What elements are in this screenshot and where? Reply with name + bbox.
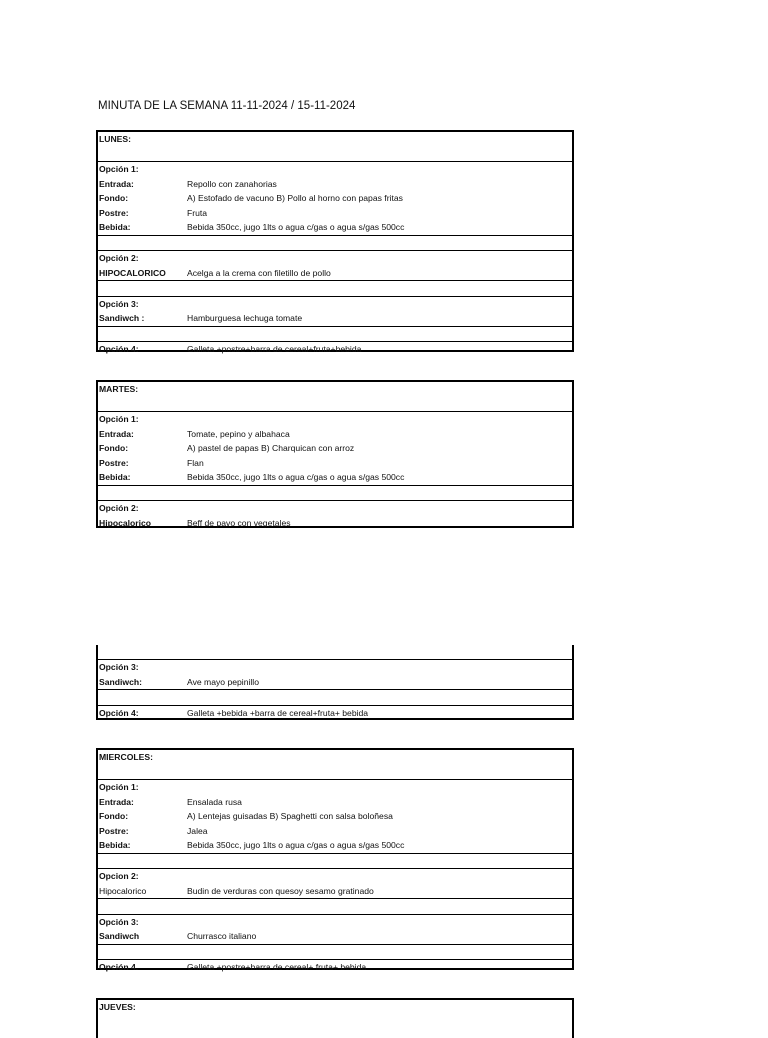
drink-row [98,470,572,485]
menu-title: MINUTA DE LA SEMANA 11-11-2024 / 15-11-2024 [98,100,356,112]
tuesday-block-continued [96,645,574,720]
low-calorie-row [98,516,572,531]
low-calorie-value: Beff de pavo con vegetales [187,517,291,528]
main-row [98,191,572,206]
spacer-row [98,485,572,501]
day-header [98,132,572,161]
sandwich-label: Sandiwch [99,931,140,941]
low-calorie-label: HIPOCALORICO [99,267,166,278]
dessert-label: Postre: [99,207,129,218]
option4-row [98,959,572,975]
spacer-row [98,645,572,659]
dessert-value: Flan [187,457,204,468]
spacer-row [98,944,572,960]
main-value: A) pastel de papas B) Charquican con arroz [187,443,355,453]
starter-value: Repollo con zanahorias [187,178,277,189]
sandwich-value: Ave mayo pepinillo [187,676,259,687]
drink-label: Bebida: [99,840,131,850]
wednesday-block [96,748,574,970]
starter-value: Ensalada rusa [187,796,242,807]
drink-label: Bebida: [99,472,131,482]
option-row [98,868,572,884]
starter-row [98,177,572,192]
day-header [98,750,572,779]
option-label: Opción 2: [99,503,139,513]
option4-value: Galleta +bebida +barra de cereal+fruta+ bebida [187,707,369,718]
thursday-block [96,998,574,1038]
starter-row [98,427,572,442]
day-label: MARTES: [99,384,139,394]
starter-label: Entrada: [99,428,134,439]
option-label: Opción 2: [99,253,139,263]
spacer-row [98,235,572,251]
dessert-label: Postre: [99,825,129,836]
option-row [98,914,572,930]
spacer-row [98,280,572,296]
day-header [98,1000,572,1029]
option-row [98,659,572,675]
drink-row [98,838,572,853]
option-label: Opción 4. [99,962,139,972]
spacer-row [98,898,572,914]
main-value: A) Lentejas guisadas B) Spaghetti con salsa boloñesa [187,811,393,821]
sandwich-label: Sandiwch : [99,313,145,323]
starter-label: Entrada: [99,796,134,807]
option-label: Opción 1: [99,782,139,792]
dessert-row [98,206,572,221]
drink-row [98,220,572,235]
sandwich-row [98,929,572,944]
low-calorie-value: Acelga a la crema con filetillo de pollo [187,267,331,278]
day-header [98,382,572,411]
option-row [98,779,572,795]
low-calorie-label: Hipocalorico [99,885,147,896]
dessert-row [98,456,572,471]
main-row [98,441,572,456]
low-calorie-row [98,884,572,899]
dessert-value: Fruta [187,207,208,218]
sandwich-value: Churrasco italiano [187,931,257,941]
drink-value: Bebida 350cc, jugo 1lts o agua c/gas o agua s/gas 500cc [187,472,405,482]
sandwich-row [98,311,572,326]
low-calorie-row [98,266,572,281]
sandwich-row [98,675,572,690]
monday-block [96,130,574,352]
starter-row [98,795,572,810]
spacer-row [98,326,572,342]
main-value: A) Estofado de vacuno B) Pollo al horno con papas fritas [187,193,403,203]
option4-value: Galleta +postre+barra de cereal+fruta+bebida [187,344,362,354]
option4-value: Galleta +postre+barra de cereal+ fruta+ bebida [187,962,367,972]
day-label: MIERCOLES: [99,752,153,762]
dessert-label: Postre: [99,457,129,468]
option4-row [98,705,572,721]
option4-row [98,341,572,357]
sandwich-label: Sandiwch: [99,676,142,687]
spacer-row [98,689,572,705]
main-label: Fondo: [99,193,129,203]
starter-value: Tomate, pepino y albahaca [187,428,290,439]
dessert-value: Jalea [187,825,208,836]
main-row [98,809,572,824]
option-row [98,411,572,427]
option-label: Opción 3: [99,298,139,309]
option-label: Opción 4: [99,344,139,354]
option-label: Opción 4: [99,707,139,718]
spacer-row [98,853,572,869]
low-calorie-value: Budin de verduras con quesoy sesamo gratinado [187,885,374,896]
main-label: Fondo: [99,443,129,453]
low-calorie-label: Hipocalorico [99,517,152,528]
day-label: JUEVES: [99,1002,136,1012]
drink-label: Bebida: [99,222,131,232]
dessert-row [98,824,572,839]
option-label: Opción 1: [99,414,139,424]
option-row [98,296,572,312]
sandwich-value: Hamburguesa lechuga tomate [187,313,303,323]
option-row [98,500,572,516]
option-row [98,250,572,266]
option-label: Opción 3: [99,916,139,927]
option-label: Opcion 2: [99,871,139,881]
drink-value: Bebida 350cc, jugo 1lts o agua c/gas o agua s/gas 500cc [187,840,405,850]
option-row [98,161,572,177]
option-label: Opción 1: [99,164,139,174]
drink-value: Bebida 350cc, jugo 1lts o agua c/gas o agua s/gas 500cc [187,222,405,232]
tuesday-block [96,380,574,528]
main-label: Fondo: [99,811,129,821]
option-label: Opción 3: [99,662,139,672]
starter-label: Entrada: [99,178,134,189]
day-label: LUNES: [99,134,131,144]
